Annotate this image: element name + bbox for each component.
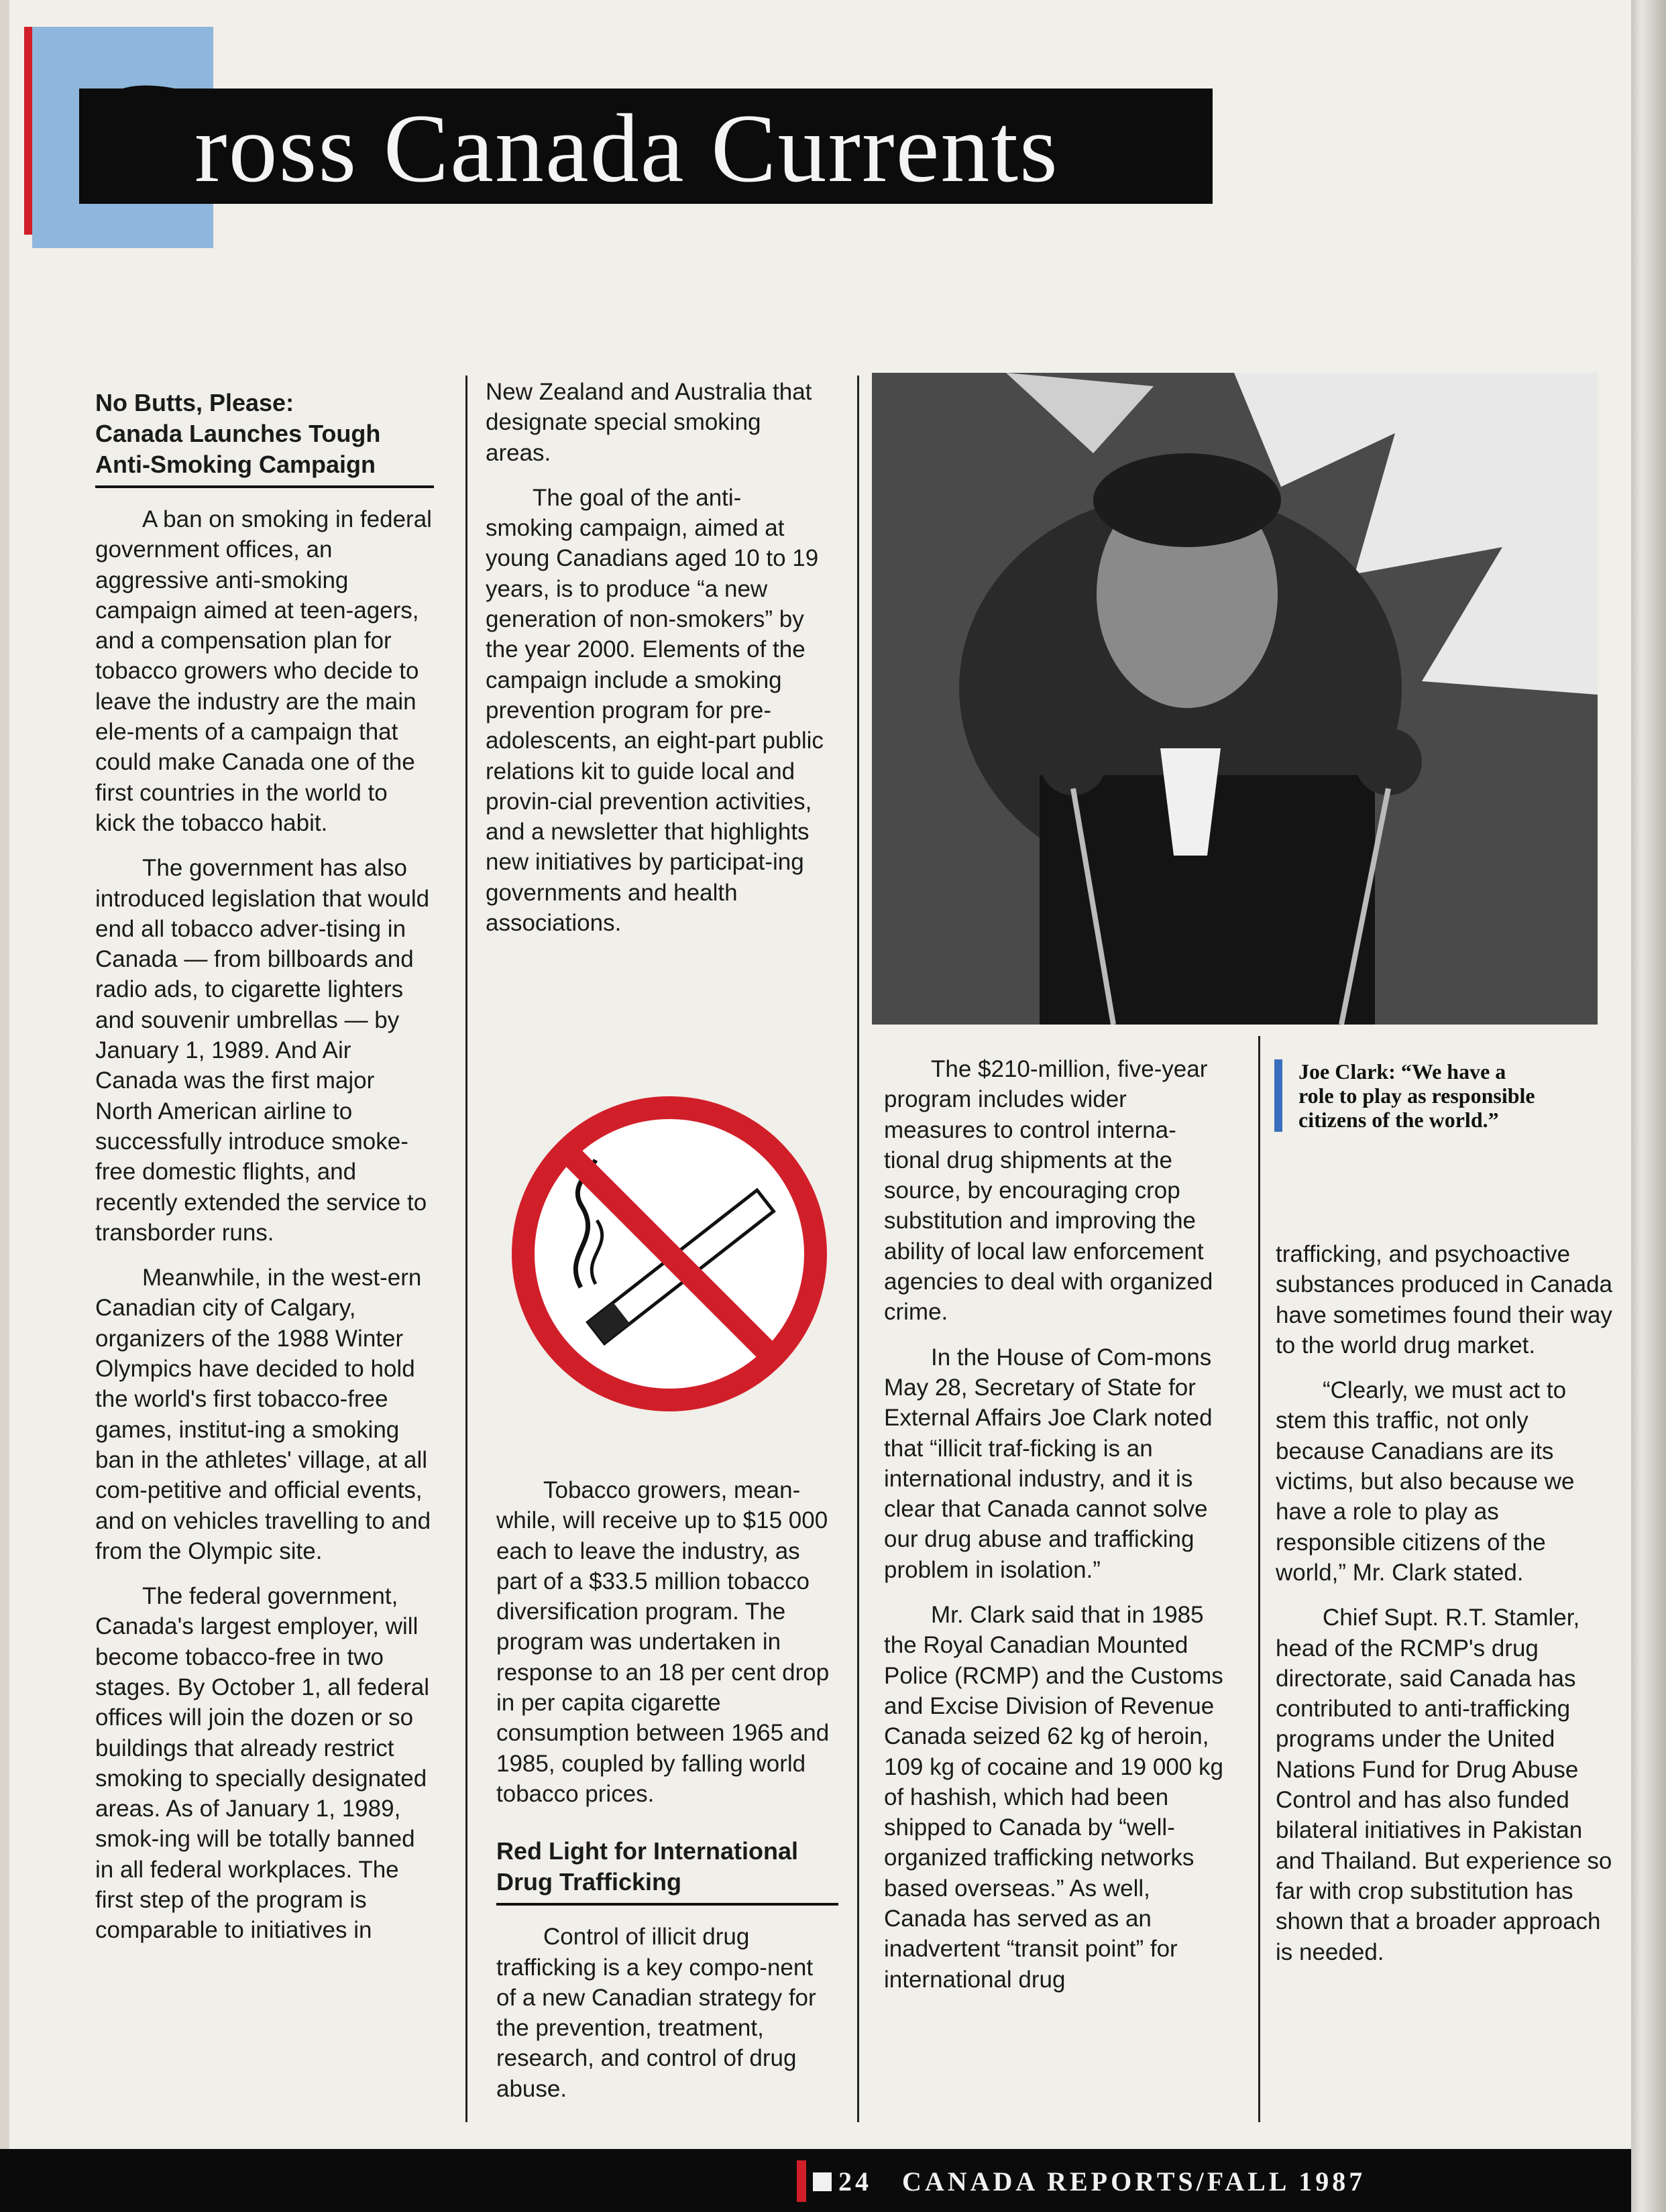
paragraph: Tobacco growers, mean-while, will receive up to $15 000 each to leave the industry, as part of a $33.5 million tobacco diversification program. The program was undertaken in response to an 18 per cent drop in per capita cigarette consumption between 1965 and 1985, coupled by falling world tobacco prices. <box>496 1477 830 1807</box>
paragraph: trafficking, and psychoactive substances produced in Canada have sometimes found their way to the world drug market. <box>1276 1241 1613 1358</box>
headline-line: Canada Launches Tough <box>95 420 381 447</box>
title-drop-cap: C <box>79 48 201 233</box>
paragraph: The government has also introduced legislation that would end all tobacco adver-tising in Canada — from billboards and radio ads, to cigarette lighters and souvenir umbrellas — by January 1, 1989. And Air Canada was the first major North American airline to successfully introduce smoke-free domestic flights, and recently extended the service to transborder runs. <box>95 855 430 1246</box>
article2-column-3 <box>884 1054 1226 2010</box>
photo-illustration <box>872 373 1598 1025</box>
column-rule-1 <box>465 375 467 2122</box>
page-left-edge <box>0 0 9 2212</box>
facing-page-edge <box>1631 0 1666 2212</box>
paragraph: The goal of the anti-smoking campaign, aimed at young Canadians aged 10 to 19 years, is to produce “a new generation of non-smokers” by the year 2000. Elements of the campaign include a smoking prevention program for pre-adolescents, an eight-part public relations kit to guide local and provin-cial prevention activities, and a newsletter that highlights new initiatives by participat-ing governments and health associations. <box>486 484 824 937</box>
paragraph: Meanwhile, in the west-ern Canadian city of Calgary, organizers of the 1988 Winter Olympics have decided to hold the world's first tobacco-free games, institut-ing a smoking ban in the athletes' village, at all com-petitive and official events, and on vehicles travelling to and from the Olympic site. <box>95 1265 431 1564</box>
paragraph: The federal government, Canada's largest employer, will become tobacco-free in two stages. By October 1, all federal offices will join the dozen or so buildings that already restrict smoking to specially designated areas. As of January 1, 1989, smok-ing will be totally banned in all federal workplaces. The first step of the program is comparable to initiatives in <box>95 1583 430 1944</box>
headline-line: No Butts, Please: <box>95 389 294 416</box>
footer-square-mark <box>813 2172 832 2191</box>
photo-caption: Joe Clark: “We have a role to play as responsible citizens of the world.” <box>1274 1059 1540 1132</box>
paragraph: In the House of Com-mons May 28, Secretary of State for External Affairs Joe Clark noted that “illicit traf-ficking is an international industry, and it is clear that Canada cannot solve our drug abuse and trafficking problem in isolation.” <box>884 1344 1213 1583</box>
paragraph: Control of illicit drug trafficking is a key compo-nent of a new Canadian strategy for the prevention, treatment, research, and control of drug abuse. <box>496 1924 816 2102</box>
headline-line: Red Light for International <box>496 1837 798 1865</box>
page-title: ross Canada Currents <box>195 94 1059 202</box>
no-smoking-icon <box>502 1086 837 1421</box>
headline-line: Anti-Smoking Campaign <box>95 451 376 478</box>
article2-column-4 <box>1276 1239 1618 1982</box>
article2-headline <box>496 1836 838 1906</box>
paragraph: The $210-million, five-year program includes wider measures to control interna-tional drug shipments at the source, by encouraging crop substitution and improving the ability of local law enforcement agencies to deal with organized crime. <box>884 1056 1213 1326</box>
column-rule-3 <box>1258 1036 1260 2122</box>
article1-column-2-top <box>486 377 828 953</box>
paragraph: Chief Supt. R.T. Stamler, head of the RCMP's drug directorate, said Canada has contributed to anti-trafficking programs under the United Nations Fund for Drug Abuse Control and has also funded bilateral initiatives in Pakistan and Thailand. But experience so far with crop substitution has shown that a broader approach is needed. <box>1276 1605 1612 1965</box>
article1-column-2-bottom <box>496 1475 838 2119</box>
article1-column-1 <box>95 388 434 1961</box>
footer-red-mark <box>797 2160 806 2202</box>
paragraph: “Clearly, we must act to stem this traffic, not only because Canadians are its victims, but also because we have a role to play as responsible citizens of the world,” Mr. Clark stated. <box>1276 1377 1575 1586</box>
headline-line: Drug Trafficking <box>496 1868 682 1896</box>
footer-folio <box>838 2163 1366 2201</box>
paragraph: New Zealand and Australia that designate special smoking areas. <box>486 379 812 466</box>
joe-clark-photo <box>872 373 1598 1025</box>
column-rule-2 <box>857 375 859 2122</box>
publication-name: CANADA REPORTS/FALL 1987 <box>902 2166 1366 2197</box>
paragraph: A ban on smoking in federal government offices, an aggressive anti-smoking campaign aimed at teen-agers, and a compensation plan for tobacco growers who decide to leave the industry are the main ele-ments of a campaign that could make Canada one of the first countries in the world to kick the tobacco habit. <box>95 506 432 836</box>
article1-headline <box>95 388 434 488</box>
page-number: 24 <box>838 2166 872 2197</box>
paragraph: Mr. Clark said that in 1985 the Royal Canadian Mounted Police (RCMP) and the Customs and Excise Division of Revenue Canada seized 62 kg of heroin, 109 kg of cocaine and 19 000 kg of hashish, which had been shipped to Canada by “well-organized trafficking networks based overseas.” As well, Canada has served as an inadvertent “transit point” for international drug <box>884 1602 1223 1993</box>
